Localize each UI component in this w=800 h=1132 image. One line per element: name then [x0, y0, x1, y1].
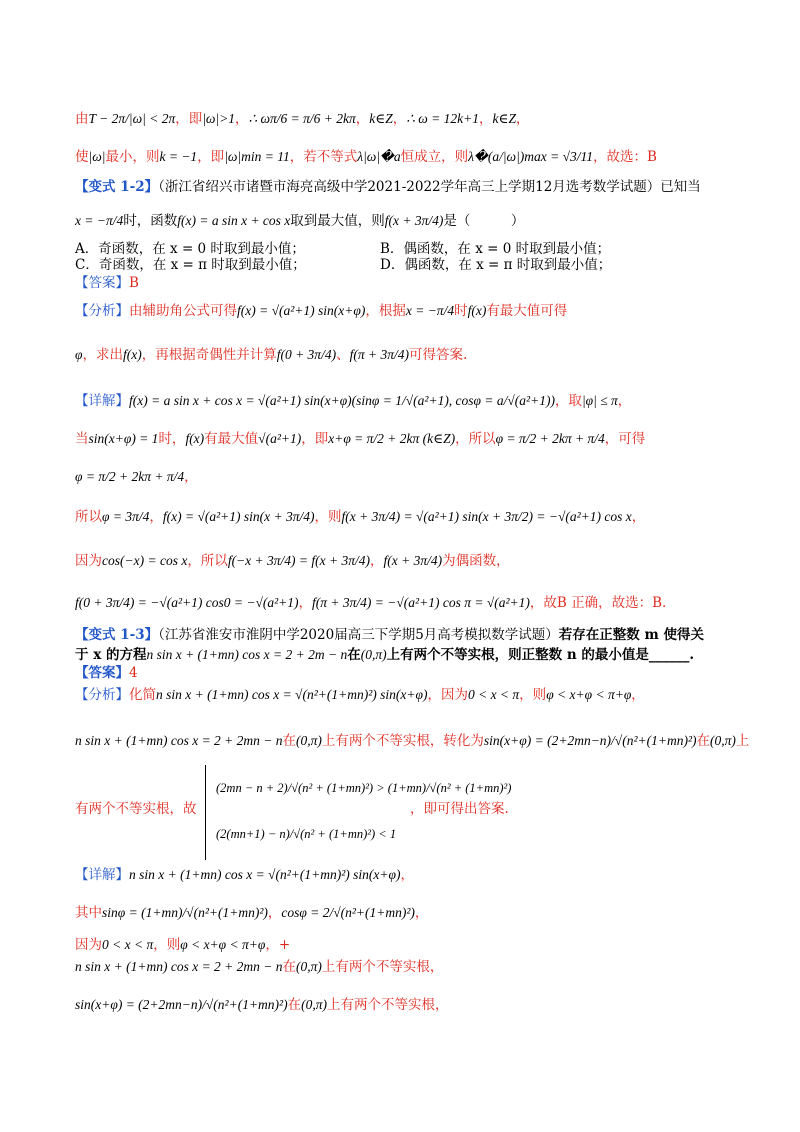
detail-label: 【详解】: [75, 393, 129, 409]
analysis-line-3: 有两个不等实根，故: [75, 801, 197, 817]
option-a: A．奇函数，在 x = 0 时取到最小值；: [75, 241, 305, 257]
option-c: C．奇函数，在 x = π 时取到最小值；: [75, 257, 306, 273]
answer-line: [75, 274, 139, 292]
detail-line-2: 其中sinφ = (1+mn)/√(n²+(1+mn)²)，cosφ = 2/√(n²+(1+mn)²)，: [75, 905, 429, 921]
analysis-label: 【分析】: [75, 687, 129, 703]
detail-line-5: 因为cos(−x) = cos x，所以f(−x + 3π/4) = f(x + 3π/4)，f(x + 3π/4)为偶函数，: [75, 553, 510, 569]
prev-solution-line-2: 使|ω|最小，则k = −1，即|ω|min = 11，若不等式λ|ω|�a恒成立，则λ�(a/|ω|)max = √3/11，故选：B: [75, 149, 657, 165]
detail-line-3: 因为0 < x < π，则φ < x+φ < π+φ，+: [75, 937, 291, 953]
detail-line-1: 【详解】f(x) = a sin x + cos x = √(a²+1) sin(x+φ)(sinφ = 1/√(a²+1), cosφ = a/√(a²+1))，取|φ| ≤ π，: [75, 393, 632, 409]
question-source: （江苏省淮安市淮阴中学2020届高三下学期5月高考模拟数学试题）: [158, 627, 559, 643]
detail-line-4: 所以φ = 3π/4，f(x) = √(a²+1) sin(x + 3π/4)，则f(x + 3π/4) = √(a²+1) sin(x + 3π/2) = −√(a²+1) cos x，: [75, 509, 646, 525]
analysis-line-1: 【分析】由辅助角公式可得f(x) = √(a²+1) sin(x+φ)，根据x = −π/4时f(x)有最大值可得: [75, 303, 568, 319]
detail-line-1: 【详解】n sin x + (1+mn) cos x = √(n²+(1+mn)²) sin(x+φ)，: [75, 867, 414, 883]
answer-label: 【答案】: [75, 275, 129, 291]
option-d: D．偶函数，在 x = π 时取到最小值；: [380, 257, 612, 273]
answer-label: 【答案】: [75, 665, 129, 681]
analysis-line-1: 【分析】化简n sin x + (1+mn) cos x = √(n²+(1+mn)²) sin(x+φ)，因为0 < x < π，则φ < x+φ < π+φ，: [75, 687, 645, 703]
prev-solution-line-1: 由T − 2π/|ω| < 2π，即|ω|>1，∴ ωπ/6 = π/6 + 2kπ，k∈Z，∴ ω = 12k+1，k∈Z，: [75, 111, 530, 127]
variant-1-2-question: x = −π/4时，函数f(x) = a sin x + cos x取到最大值，则f(x + 3π/4)是（ ）: [75, 213, 525, 229]
detail-line-4: n sin x + (1+mn) cos x = 2 + 2mn − n在(0,π)上有两个不等实根，: [75, 959, 444, 975]
detail-line-2: 当sin(x+φ) = 1时，f(x)有最大值√(a²+1)，即x+φ = π/2 + 2kπ (k∈Z)，所以φ = π/2 + 2kπ + π/4，可得: [75, 431, 646, 447]
detail-line-3: φ = π/2 + 2kπ + π/4，: [75, 469, 198, 485]
math-period-inequality: T − 2π/|ω| < 2π: [88, 111, 176, 126]
answer-value: 4: [129, 665, 138, 681]
inequality-1: (2mn − n + 2)/√(n² + (1+mn)²) > (1+mn)/√(n² + (1+mn)²): [216, 780, 512, 795]
detail-line-6: f(0 + 3π/4) = −√(a²+1) cos0 = −√(a²+1)，f(π + 3π/4) = −√(a²+1) cos π = √(a²+1)，故B 正确，故选：B.: [75, 595, 667, 611]
variant-label: 【变式 1-2】: [75, 179, 159, 195]
answer-value: B: [129, 275, 139, 291]
analysis-line-2: n sin x + (1+mn) cos x = 2 + 2mn − n在(0,π)上有两个不等实根，转化为sin(x+φ) = (2+2mn−n)/√(n²+(1+mn)²)在(0,π)上: [75, 733, 750, 749]
analysis-line-3-tail: ，即可得出答案.: [410, 801, 509, 817]
inequality-2: (2(mn+1) − n)/√(n² + (1+mn)²) < 1: [216, 826, 397, 841]
answer-line: [75, 664, 138, 682]
detail-label: 【详解】: [75, 867, 129, 883]
option-b: B．偶函数，在 x = 0 时取到最小值；: [380, 241, 611, 257]
variant-1-3-question: 于 x 的方程n sin x + (1+mn) cos x = 2 + 2m − n在(0,π)上有两个不等实根，则正整数 n 的最小值是______.: [75, 647, 695, 663]
analysis-label: 【分析】: [75, 303, 129, 319]
detail-line-5: sin(x+φ) = (2+2mn−n)/√(n²+(1+mn)²)在(0,π)上有两个不等实根，: [75, 997, 449, 1013]
question-source: （浙江省绍兴市诸暨市海亮高级中学2021-2022学年高三上学期12月选考数学试题）已知当: [158, 179, 701, 195]
variant-1-2-header: [75, 178, 701, 196]
variant-1-3-header: 【变式 1-3】（江苏省淮安市淮阴中学2020届高三下学期5月高考模拟数学试题）若存在正整数 m 使得关: [75, 627, 704, 643]
analysis-line-2: φ，求出f(x)，再根据奇偶性并计算f(0 + 3π/4)、f(π + 3π/4)可得答案.: [75, 347, 468, 363]
variant-label: 【变式 1-3】: [75, 627, 159, 643]
